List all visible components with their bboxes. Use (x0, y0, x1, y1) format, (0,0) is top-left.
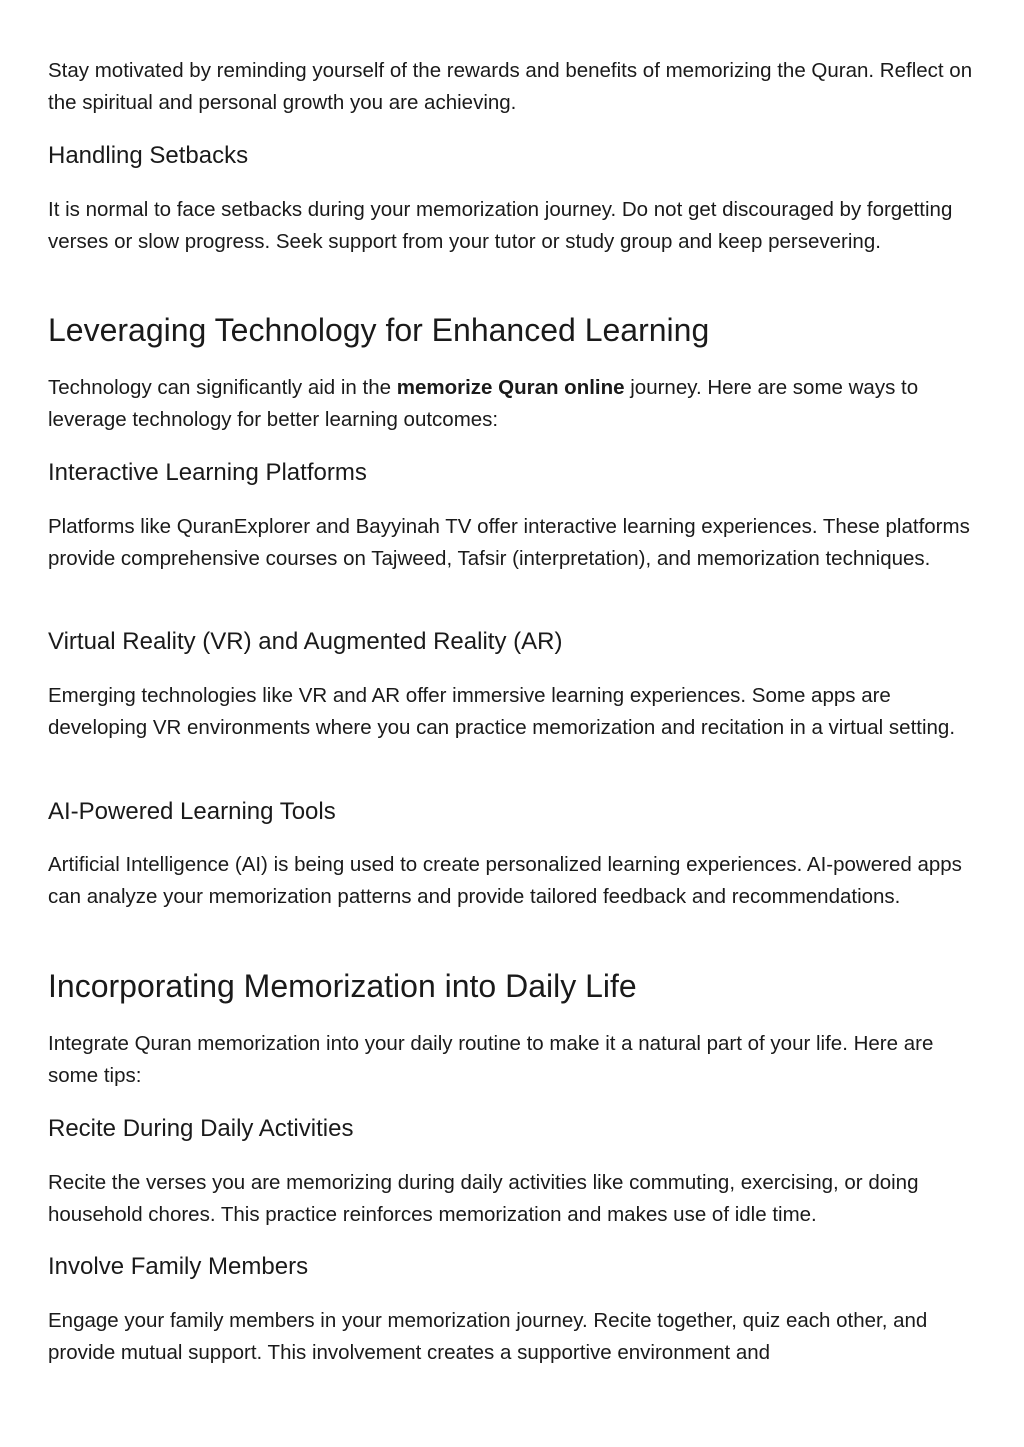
vr-ar-heading: Virtual Reality (VR) and Augmented Reality (AR) (48, 628, 563, 655)
recite-daily-paragraph: Recite the verses you are memorizing during daily activities like commuting, exercising, or doing household chores. This practice reinforces memorization and makes use of idle time. (48, 1171, 919, 1226)
recite-daily-heading: Recite During Daily Activities (48, 1115, 354, 1142)
interactive-platforms-paragraph: Platforms like QuranExplorer and Bayyinah TV offer interactive learning experiences. These platforms provide comprehensive courses on Tajweed, Tafsir (interpretation), and memorization techniques. (48, 515, 970, 570)
motivation-paragraph: Stay motivated by reminding yourself of the rewards and benefits of memorizing the Quran. Reflect on the spiritual and personal growth you are achieving. (48, 59, 973, 114)
leveraging-technology-paragraph (48, 372, 978, 435)
vr-ar-paragraph: Emerging technologies like VR and AR offer immersive learning experiences. Some apps are developing VR environments where you can practice memorization and recitation in a virtual setting. (48, 684, 956, 739)
involve-family-paragraph: Engage your family members in your memorization journey. Recite together, quiz each other, and provide mutual support. This involvement creates a supportive environment and (48, 1309, 928, 1364)
handling-setbacks-heading: Handling Setbacks (48, 142, 249, 169)
involve-family-heading: Involve Family Members (48, 1253, 309, 1280)
interactive-platforms-heading: Interactive Learning Platforms (48, 459, 367, 486)
ai-tools-heading: AI-Powered Learning Tools (48, 798, 336, 825)
memorize-quran-online-bold: memorize Quran online (396, 376, 625, 399)
leveraging-technology-heading: Leveraging Technology for Enhanced Learning (48, 312, 710, 348)
handling-setbacks-paragraph: It is normal to face setbacks during your memorization journey. Do not get discouraged by forgetting verses or slow progress. Seek support from your tutor or study group and keep persevering. (48, 198, 953, 253)
daily-life-paragraph: Integrate Quran memorization into your daily routine to make it a natural part of your life. Here are some tips: (48, 1032, 934, 1087)
tech-text-after: journey. Here are some ways to leverage technology for better learning outcomes: (48, 376, 919, 431)
daily-life-heading: Incorporating Memorization into Daily Life (48, 968, 637, 1004)
tech-text-before: Technology can significantly aid in the (48, 376, 397, 399)
ai-tools-paragraph: Artificial Intelligence (AI) is being used to create personalized learning experiences. AI-powered apps can analyze your memorization patterns and provide tailored feedback and recommendations. (48, 853, 962, 908)
